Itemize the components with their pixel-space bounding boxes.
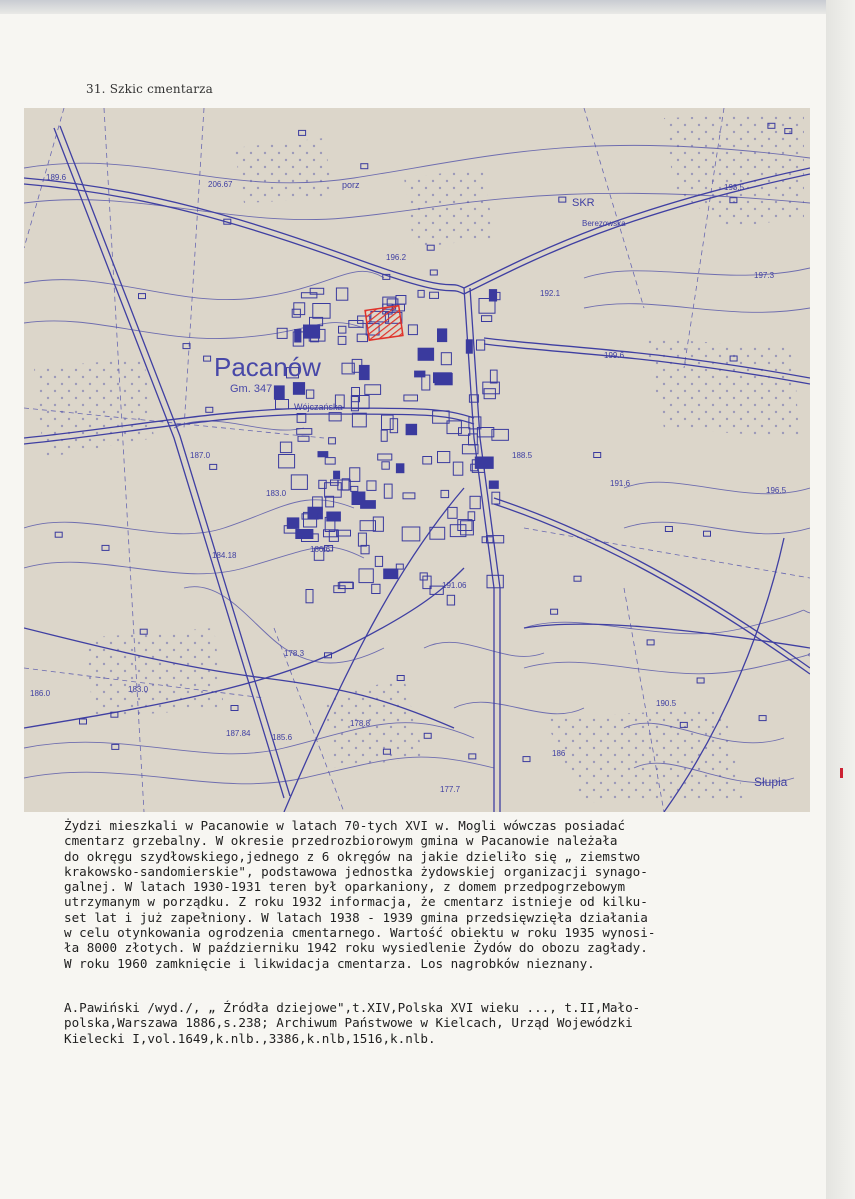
building-block xyxy=(318,452,328,457)
building-block xyxy=(384,569,398,579)
building-block xyxy=(293,383,304,395)
map-height: 196.2 xyxy=(386,253,407,262)
map-height: 178.3 xyxy=(284,649,305,658)
map-height: 190.5 xyxy=(656,699,677,708)
building-block xyxy=(415,371,425,377)
map-label-berezowska: Berezowska xyxy=(582,219,626,228)
reference-line: polska,Warszawa 1886,s.238; Archiwum Państwowe w Kielcach, Urząd Wojewódzki xyxy=(64,1015,633,1031)
building-block xyxy=(359,365,369,379)
building-block xyxy=(308,507,322,519)
map-height: 186.0 xyxy=(30,689,51,698)
map-height: 193.5 xyxy=(724,183,745,192)
figure-caption: 31. Szkic cmentarza xyxy=(86,82,214,96)
text-line: ła 8000 złotych. W październiku 1942 roku wysiedlenie Żydów do obozu zagłady. xyxy=(64,940,648,956)
building-block xyxy=(466,340,472,353)
building-block xyxy=(296,530,313,539)
map-label-skr: SKR xyxy=(572,197,595,209)
map-height: 178.8 xyxy=(350,719,371,728)
map-height: 186 xyxy=(552,749,566,758)
building-block xyxy=(418,348,434,360)
map-height: 185.6 xyxy=(272,733,293,742)
reference-line: A.Pawiński /wyd./, „ Źródła dziejowe",t.XIV,Polska XVI wieku ..., t.II,Mało- xyxy=(64,1000,641,1015)
map-height: 192.1 xyxy=(540,289,561,298)
text-line: W roku 1960 zamknięcie i likwidacja cmentarza. Los nagrobków nieznany. xyxy=(64,955,595,971)
map-label-porz: porz xyxy=(342,180,360,190)
map-height: 183.0 xyxy=(128,685,149,694)
scan-top-edge xyxy=(0,0,830,14)
text-line: krakowsko-sandomierskie", podstawowa jednostka żydowskiej organizacji synago- xyxy=(64,863,648,879)
text-line: do okręgu szydłowskiego,jednego z 6 okręgów na jakie dzieliło się „ ziemstwo xyxy=(64,848,641,864)
map-height: 188.5 xyxy=(512,451,533,460)
building-block xyxy=(489,290,496,301)
description-text xyxy=(64,818,824,971)
text-line: Żydzi mieszkali w Pacanowie w latach 70-tych XVI w. Mogli wówczas posiadać xyxy=(64,818,626,833)
building-block xyxy=(352,492,365,505)
map-height: 197.3 xyxy=(754,271,775,280)
building-block xyxy=(327,512,341,521)
map-town-name: Pacanów xyxy=(214,352,321,382)
building-block xyxy=(295,330,301,343)
map-height: 187.0 xyxy=(190,451,211,460)
building-block xyxy=(334,471,340,478)
map-drawing xyxy=(24,108,810,812)
map-town-sub: Gm. 347 xyxy=(230,383,273,395)
text-line: set lat i już zapełniony. W latach 1938 - 1939 gmina przedsięwzięła działania xyxy=(64,909,648,925)
text-line: galnej. W latach 1930-1931 teren był oparkaniony, z domem przedpogrzebowym xyxy=(64,879,626,895)
map-height: 186.6 xyxy=(310,545,331,554)
map-height: 177.7 xyxy=(440,785,461,794)
map-label-wojczanska: Wójczańska xyxy=(294,402,343,412)
map-height: 187.84 xyxy=(226,729,251,738)
map-height: 206.67 xyxy=(208,180,233,189)
scan-red-mark xyxy=(840,768,843,778)
cemetery-sketch-map xyxy=(24,108,810,812)
map-height: 196.5 xyxy=(766,486,787,495)
building-block xyxy=(489,481,498,488)
map-height: 189.6 xyxy=(46,173,67,182)
building-block xyxy=(304,325,320,338)
map-label-slupia: Słupia xyxy=(754,775,788,789)
building-block xyxy=(396,464,404,473)
reference-line: Kielecki I,vol.1649,k.nlb.,3386,k.nlb,1516,k.nlb. xyxy=(64,1030,436,1046)
building-block xyxy=(434,373,452,383)
cemetery-highlight xyxy=(365,306,403,340)
references-text xyxy=(64,1000,824,1046)
map-height: 191.6 xyxy=(610,479,631,488)
text-line: cmentarz grzebalny. W okresie przedrozbiorowym gmina w Pacanowie należała xyxy=(64,833,618,849)
building-block xyxy=(438,329,447,342)
text-line: w celu otynkowania ogrodzenia cmentarnego. Wartość obiektu w roku 1935 wynosi- xyxy=(64,925,656,941)
building-block xyxy=(287,518,299,529)
map-height: 183.0 xyxy=(266,489,287,498)
map-height: 184.18 xyxy=(212,551,237,560)
text-line: utrzymanym w porządku. Z roku 1932 informacja, że cmentarz istnieje od kilku- xyxy=(64,894,648,910)
map-height: 191.06 xyxy=(442,581,467,590)
map-height: 199.6 xyxy=(604,351,625,360)
building-block xyxy=(406,424,417,434)
building-block xyxy=(274,386,284,399)
scan-right-edge xyxy=(826,0,855,1199)
